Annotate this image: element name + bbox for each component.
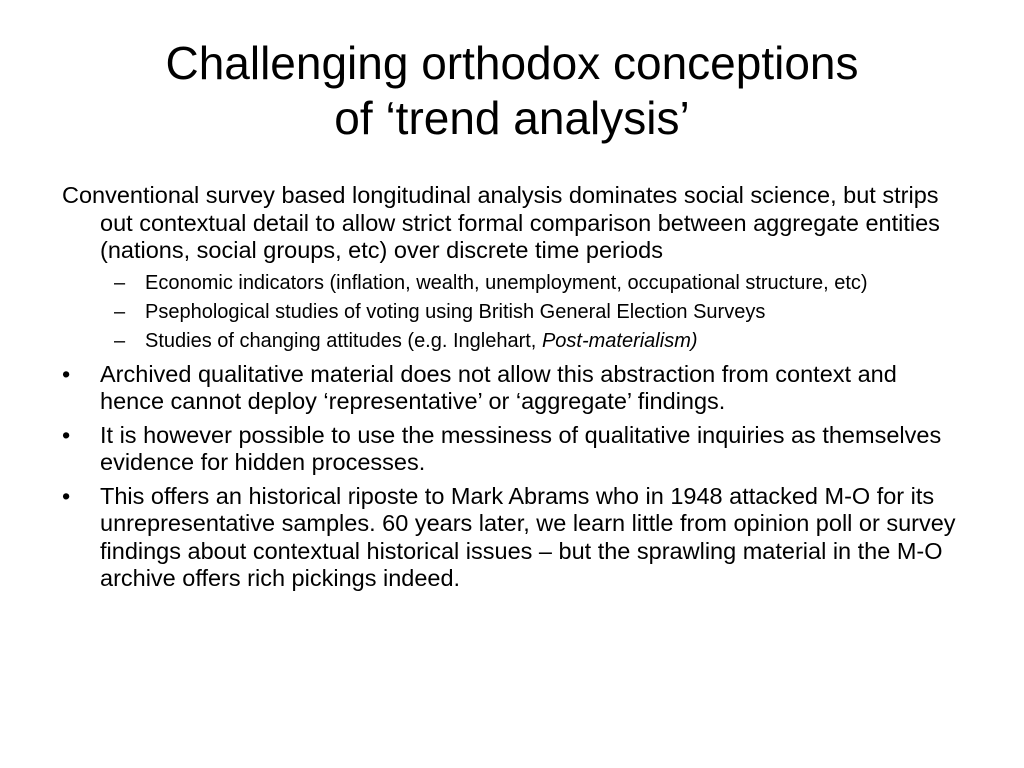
sub-bullet-item [62,300,962,324]
sub-bullet-text [145,330,698,352]
bullet-text: Archived qualitative material does not allow this abstraction from context and hence cannot deploy ‘representative’ or ‘aggregate’ findings. [100,360,897,414]
sub-bullet-text: Psephological studies of voting using British General Election Surveys [145,300,766,323]
bullet-item [62,483,962,593]
slide-title [40,36,984,146]
dash-marker: – [114,300,126,323]
sub-bullet-item [62,271,962,295]
bullet-marker: • [62,482,71,509]
title-line-2: of ‘trend analysis’ [334,92,690,144]
bullet-text: This offers an historical riposte to Mark Abrams who in 1948 attacked M-O for its unrepresentative samples. 60 years later, we learn little from opinion poll or survey findings about contextual historical issues – but the sprawling material in the M-O archive offers rich pickings indeed. [100,482,956,591]
title-line-1: Challenging orthodox conceptions [165,37,859,89]
bullet-marker: • [62,421,71,448]
sub-bullet-text-italic: Post-materialism) [541,329,698,352]
sub-bullet-list [62,271,962,353]
dash-marker: – [114,271,126,294]
sub-bullet-text-plain: Studies of changing attitudes (e.g. Inglehart, [145,329,542,352]
sub-bullet-text: Economic indicators (inflation, wealth, unemployment, occupational structure, etc) [145,271,868,294]
sub-bullet-item [62,329,962,353]
bullet-marker: • [62,360,71,387]
bullet-text: It is however possible to use the messiness of qualitative inquiries as themselves evidence for hidden processes. [100,421,942,475]
intro-paragraph: Conventional survey based longitudinal analysis dominates social science, but strips out contextual detail to allow strict formal comparison between aggregate entities (nations, social groups, etc) over discrete time periods [62,182,940,263]
dash-marker: – [114,329,126,352]
bullet-item [62,422,962,477]
slide-body [62,182,962,599]
bullet-item [62,361,962,416]
